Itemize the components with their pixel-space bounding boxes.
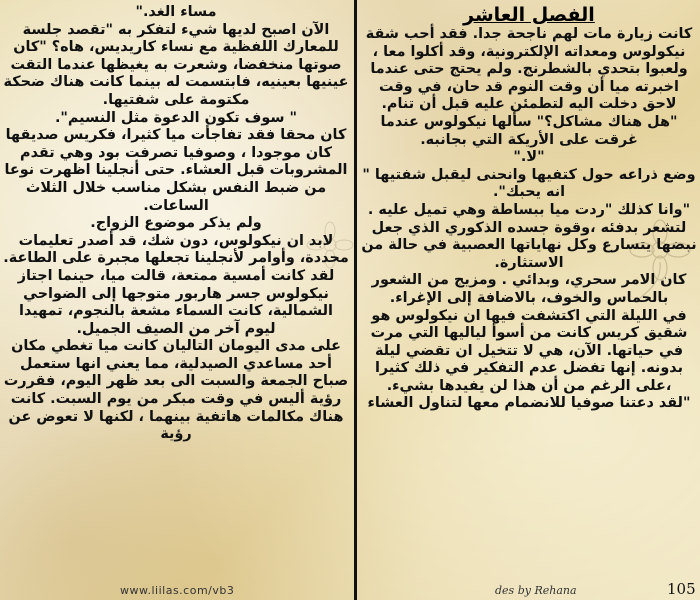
paragraph: ولم يذكر موضوع الزواج. — [90, 215, 262, 232]
paragraph: كانت زيارة مات لهم ناجحة جدا. فقد أحب شقة نيكولوس ومعداته الإلكترونية، وقد أكلوا معا ، ولعبوا بتحدي بالشطرنج. ولم يحتج حتى عندما اخبرته ميا أن وقت النوم قد حان، في وقت لاحق دخلت اليه لتطمئن عليه قبل أن تنام. — [365, 26, 693, 113]
paragraph: الآن اصبح لديها شيء لتفكر به "تقصد جلسة للمعارك اللفظية مع نساء كاريديس، هاه؟ "كان صوتها منخفضا، وشعرت به يغيظها عندما التقت عينيها بعينيه، فابتسمت له بينما كانت هناك ضحكة مكتومة على شفتيها. — [3, 21, 349, 108]
chapter-title: الفصل العاشر — [463, 4, 595, 26]
paragraph: كان الامر سحري، وبدائي . ومزيج من الشعور بالحماس والخوف، بالاضافة إلى الإغراء. — [371, 272, 687, 306]
paragraph: وضع ذراعه حول كتفيها وانحنى ليقبل شفتيها " انه يحبك". — [362, 166, 696, 201]
paragraph: كان محقا فقد تفاجأت ميا كثيرا، فكريس صديقها كان موجودا ، وصوفيا تصرفت بود وهي تقدم المشروبات قبل العشاء. حتى أنجلينا اظهرت نوعا من ضبط النفس بشكل مناسب خلال الثلاث الساعات. — [4, 127, 348, 214]
paragraph: "هل هناك مشاكل؟" سألها نيكولوس عندما غرقت على الأريكة التي بجانبه. — [380, 113, 678, 148]
paragraph: "وانا كذلك "ردت ميا ببساطة وهي تميل عليه . لتشعر بدفئه ،وقوة جسده الذكوري الذي جعل نبضها يتسارع وكل نهاياتها العصبية في حالة من الاستثارة. — [361, 201, 697, 271]
paragraph: على مدى اليومان التاليان كانت ميا تغطي مكان أحد مساعدي الصيدلية، مما يعني انها ستعمل صباح الجمعة والسبت الى بعد ظهر اليوم، فقررت رؤية أليس في وقت مبكر من يوم السبت. كانت هناك مكالمات هاتفية بينهما ، لكنها لا تعوض عن رؤية — [3, 338, 349, 443]
paragraph: " سوف تكون الدعوة مثل النسيم". — [54, 109, 298, 126]
paragraph: "لقد دعتنا صوفيا للانضمام معها لتناول العشاء — [367, 395, 691, 412]
paragraph: لقد كانت أمسية ممتعة، قالت ميا، حينما اجتاز نيكولوس جسر هاربور متوجها إلى الضواحي الشمالية، كانت السماء مشعة بالنجوم، تمهيدا ليوم آخر من الصيف الجميل. — [17, 267, 335, 337]
designer-credit: des by Rehana — [495, 584, 577, 597]
paragraph: مساء الغد." — [135, 4, 217, 20]
left-text-column — [3, 4, 349, 582]
right-text-column — [360, 4, 698, 582]
website-watermark: www.liilas.com/vb3 — [120, 584, 235, 597]
column-divider — [354, 0, 357, 600]
paragraph: لابد ان نيكولوس، دون شك، قد أصدر تعليمات محددة، وأوامر لأنجلينا تجعلها مجبرة على الطاعة. — [3, 232, 349, 267]
page-number: 105 — [667, 580, 696, 598]
paragraph: في الليلة التي اكتشفت فيها ان نيكولوس هو شقيق كريس كانت من أسوأ لياليها التي مرت في حياتها. الآن، هي لا تتخيل ان تقضي ليلة بدونه. إنها تفضل عدم التفكير في ذلك كثيرا ،على الرغم من أن هذا لن يفيدها بشيء. — [370, 307, 688, 394]
paragraph: "لا." — [513, 149, 545, 166]
